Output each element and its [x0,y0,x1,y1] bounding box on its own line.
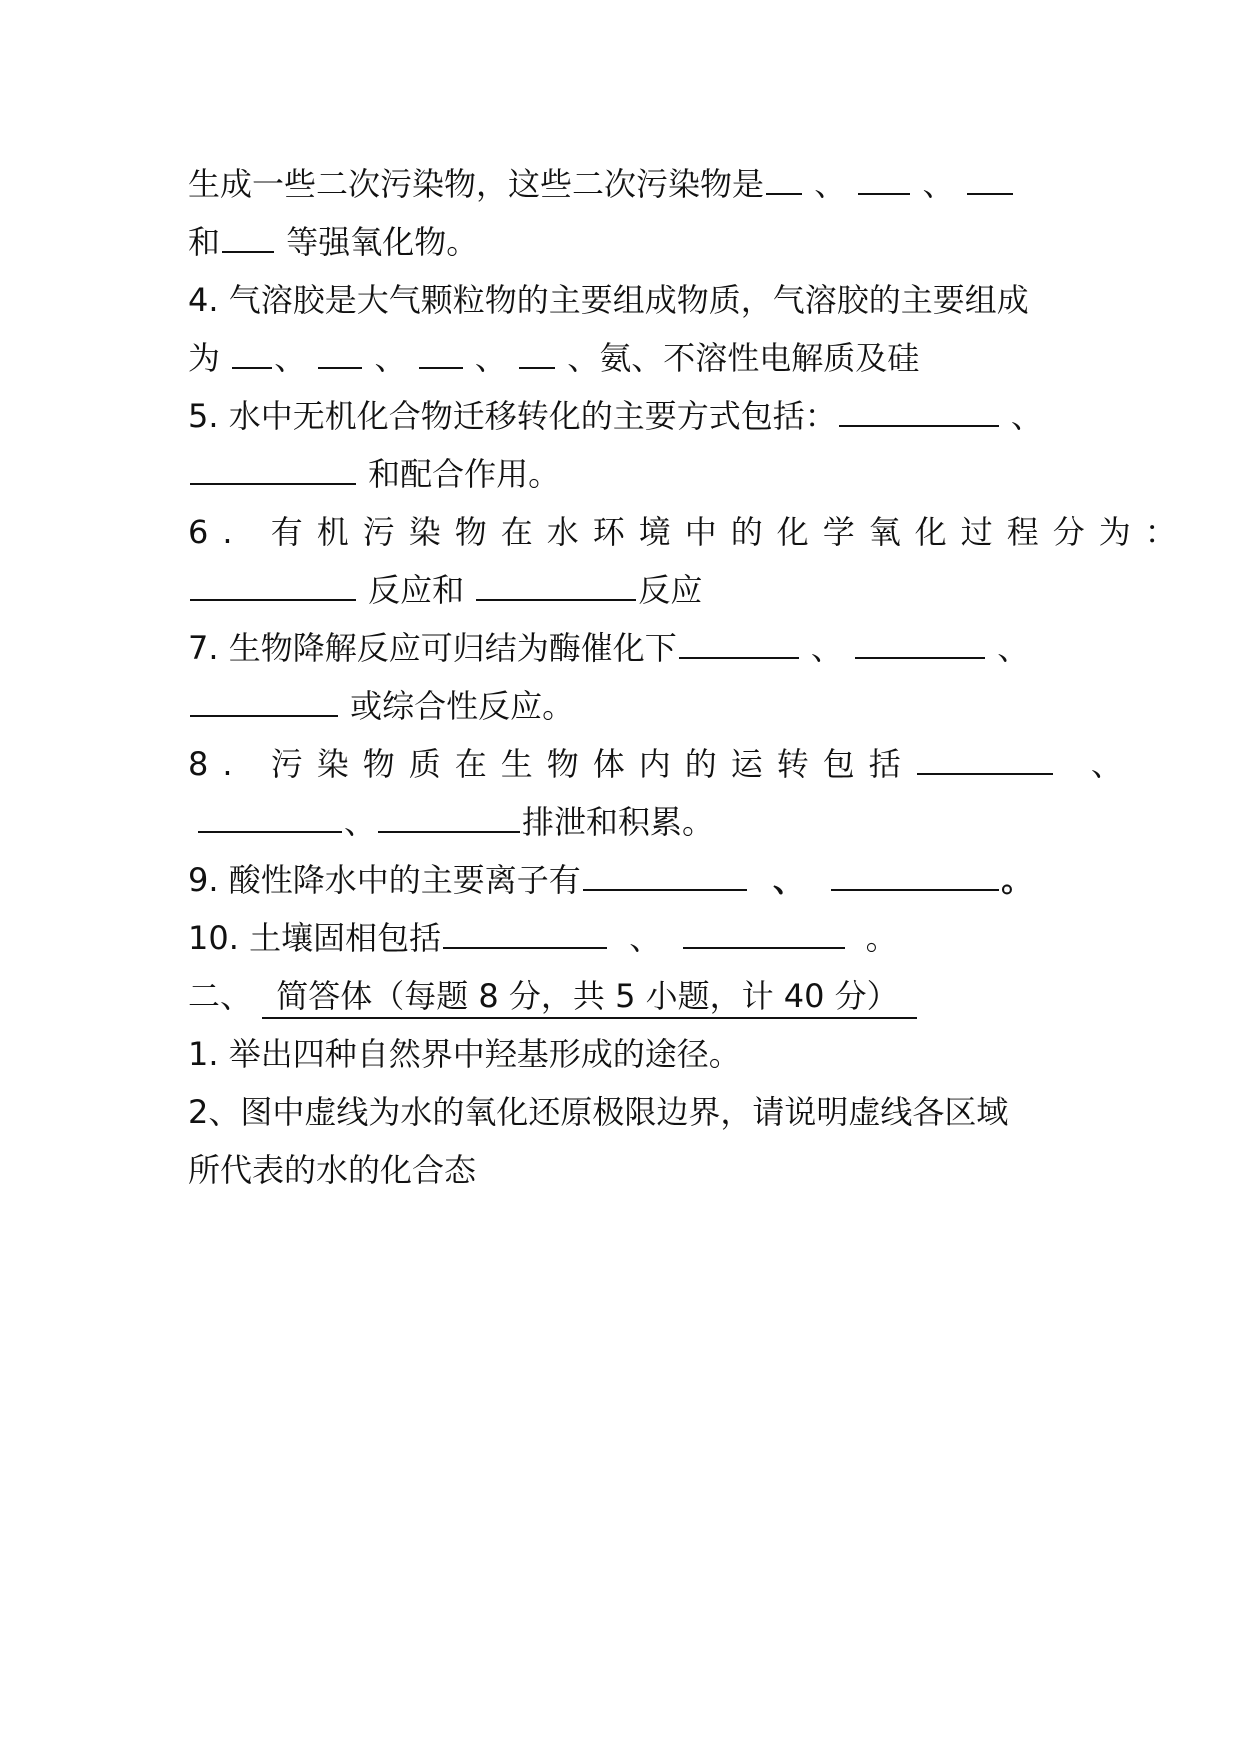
question-text: 等强氧化物。 [286,223,479,261]
question-7-line-2 [188,680,1088,732]
answer-blank[interactable] [917,739,1053,775]
answer-blank[interactable] [679,623,799,659]
question-text: 7. 生物降解反应可归结为酶催化下 [188,629,677,667]
separator: 、 [1010,397,1043,435]
answer-blank[interactable] [683,913,845,949]
answer-blank[interactable] [222,217,274,253]
answer-blank[interactable] [839,391,999,427]
separator: 、 [1090,745,1123,783]
separator: 。 [865,919,898,957]
question-9 [188,854,1088,906]
question-text: 2、图中虚线为水的氧化还原极限边界，请说明虚线各区域 [188,1093,1009,1131]
question-text: 所代表的水的化合态 [188,1151,477,1189]
question-text: 为 [188,339,221,377]
section-title: 简答体（每题 8 分，共 5 小题，计 40 分） [262,977,916,1019]
question-text: 和配合作用。 [368,455,561,493]
separator: 、 [474,339,507,377]
answer-blank[interactable] [190,565,356,601]
question-text: 5. 水中无机化合物迁移转化的主要方式包括： [188,397,837,435]
answer-blank[interactable] [232,333,272,369]
short-answer-2-line-2 [188,1144,1088,1196]
answer-blank[interactable] [198,797,342,833]
question-text: 10. 土壤固相包括 [188,919,442,957]
question-text: 1. 举出四种自然界中羟基形成的途径。 [188,1035,741,1073]
answer-blank[interactable] [831,855,999,891]
answer-blank[interactable] [519,333,555,369]
question-text: 4. 气溶胶是大气颗粒物的主要组成物质，气溶胶的主要组成 [188,281,1029,319]
separator: 、 [810,629,843,667]
answer-blank[interactable] [583,855,747,891]
answer-blank[interactable] [766,159,802,195]
answer-blank[interactable] [378,797,520,833]
question-text: 排泄和积累。 [522,803,715,841]
question-7-line-1 [188,622,1088,674]
question-text: 或综合性反应。 [350,687,575,725]
answer-blank[interactable] [967,159,1013,195]
question-8-line-1 [188,738,1123,790]
separator: 。 [1001,861,1034,899]
question-3-line-2 [188,216,1088,268]
question-text: 9. 酸性降水中的主要离子有 [188,861,581,899]
separator: 、 [274,339,307,377]
question-8-line-2 [188,796,1088,848]
answer-blank[interactable] [190,449,356,485]
answer-blank[interactable] [190,681,338,717]
answer-blank[interactable] [318,333,362,369]
separator: 、 [344,803,377,841]
separator: 、 [814,165,847,203]
section-number: 二、 [188,977,253,1015]
separator: 、 [772,861,805,899]
separator: 、 [997,629,1030,667]
question-text: 反应和 [368,571,465,609]
section-2-heading [188,970,1088,1022]
question-text: 、氨、不溶性电解质及硅 [567,339,920,377]
question-text: 和 [188,223,221,261]
question-6-line-1 [188,506,1191,558]
question-4-line-1 [188,274,1088,326]
question-text: 生成一些二次污染物，这些二次污染物是 [188,165,765,203]
question-6-line-2 [188,564,1088,616]
question-5-line-1 [188,390,1088,442]
answer-blank[interactable] [855,623,985,659]
question-text: 6. 有机污染物在水环境中的化学氧化过程分为： [188,513,1191,551]
question-3-line-1 [188,158,1088,210]
question-5-line-2 [188,448,1088,500]
question-text: 反应 [638,571,703,609]
separator: 、 [629,919,662,957]
short-answer-2-line-1 [188,1086,1088,1138]
answer-blank[interactable] [858,159,910,195]
short-answer-1 [188,1028,1088,1080]
answer-blank[interactable] [443,913,607,949]
question-10 [188,912,1088,964]
answer-blank[interactable] [419,333,463,369]
answer-blank[interactable] [476,565,636,601]
question-4-line-2 [188,332,1088,384]
separator: 、 [922,165,955,203]
question-text: 8. 污染物质在生物体内的运转包括 [188,745,915,783]
separator: 、 [374,339,407,377]
